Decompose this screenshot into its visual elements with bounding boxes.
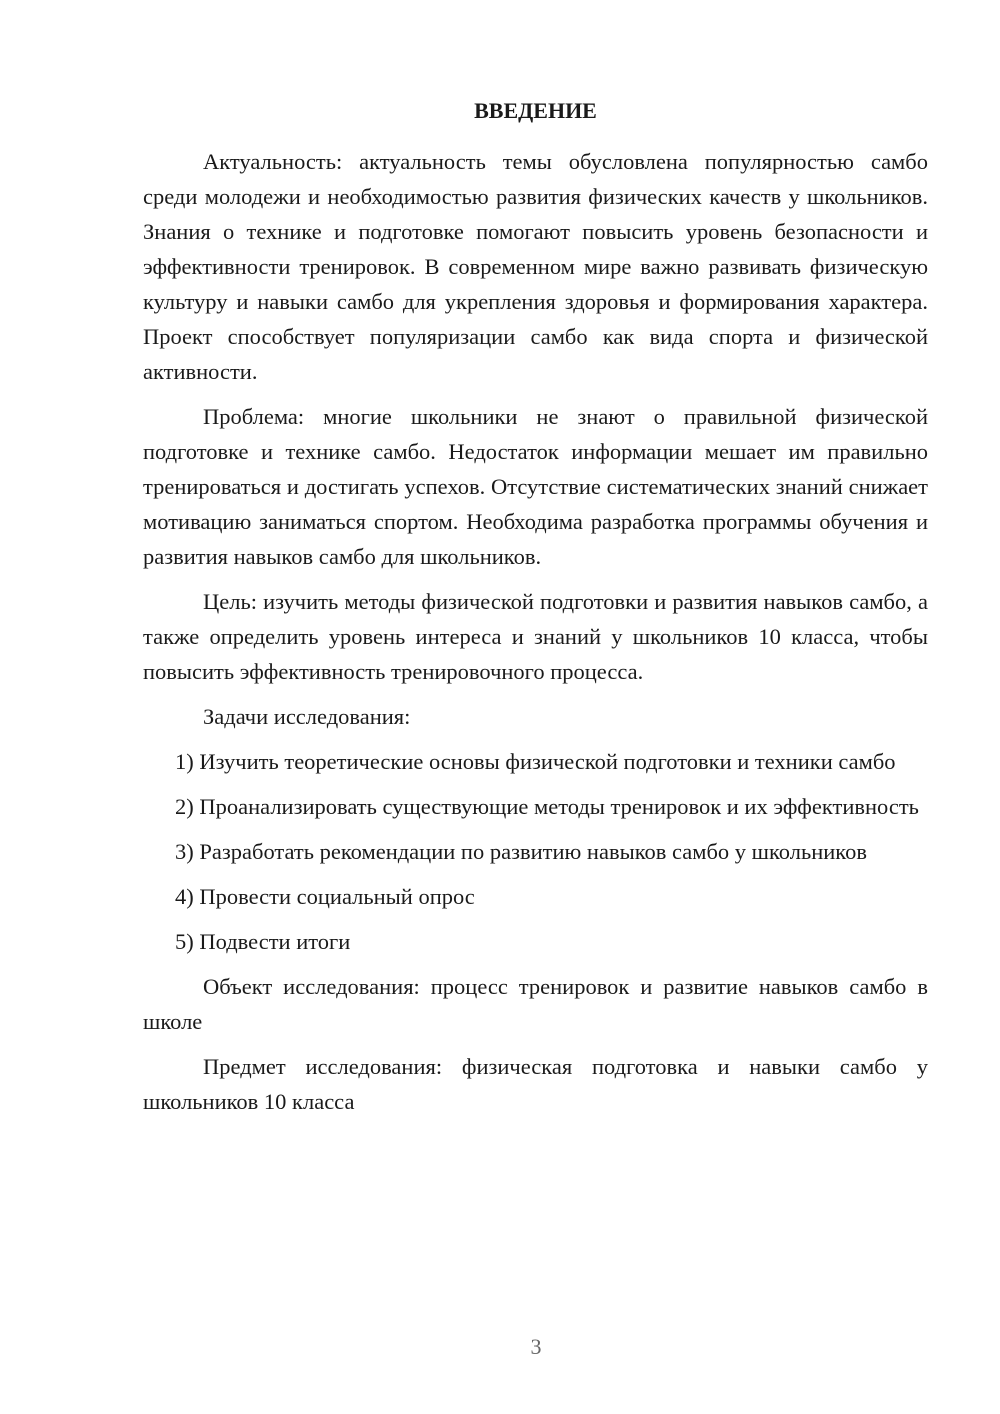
- problem-paragraph: Проблема: многие школьники не знают о правильной физической подготовке и технике самбо. Недостаток информации мешает им правильно тренироваться и достигать успехов. Отсутствие систематических знаний снижает мотивацию заниматься спортом. Необходима разработка программы обучения и развития навыков самбо для школьников.: [143, 404, 928, 569]
- page-number: 3: [530, 1334, 542, 1359]
- section-heading: ВВЕДЕНИЕ: [474, 98, 597, 123]
- task-item-1: 1) Изучить теоретические основы физической подготовки и техники самбо: [175, 749, 896, 774]
- task-item-3: 3) Разработать рекомендации по развитию навыков самбо у школьников: [175, 839, 867, 864]
- goal-paragraph: Цель: изучить методы физической подготовки и развития навыков самбо, а также определить уровень интереса и знаний у школьников 10 класса, чтобы повысить эффективность тренировочного процесса.: [143, 589, 928, 684]
- relevance-paragraph: Актуальность: актуальность темы обусловлена популярностью самбо среди молодежи и необходимостью развития физических качеств у школьников. Знания о технике и подготовке помогают повысить уровень безопасности и эффективности тренировок. В современном мире важно развивать физическую культуру и навыки самбо для укрепления здоровья и формирования характера. Проект способствует популяризации самбо как вида спорта и физической активности.: [143, 149, 928, 384]
- document-page: [143, 96, 928, 1129]
- subject-paragraph: Предмет исследования: физическая подготовка и навыки самбо у школьников 10 класса: [143, 1054, 928, 1114]
- task-item-4: 4) Провести социальный опрос: [175, 884, 475, 909]
- task-item-5: 5) Подвести итоги: [175, 929, 351, 954]
- object-paragraph: Объект исследования: процесс тренировок и развитие навыков самбо в школе: [143, 974, 928, 1034]
- task-item-2: 2) Проанализировать существующие методы тренировок и их эффективность: [175, 794, 919, 819]
- tasks-title: Задачи исследования:: [203, 704, 411, 729]
